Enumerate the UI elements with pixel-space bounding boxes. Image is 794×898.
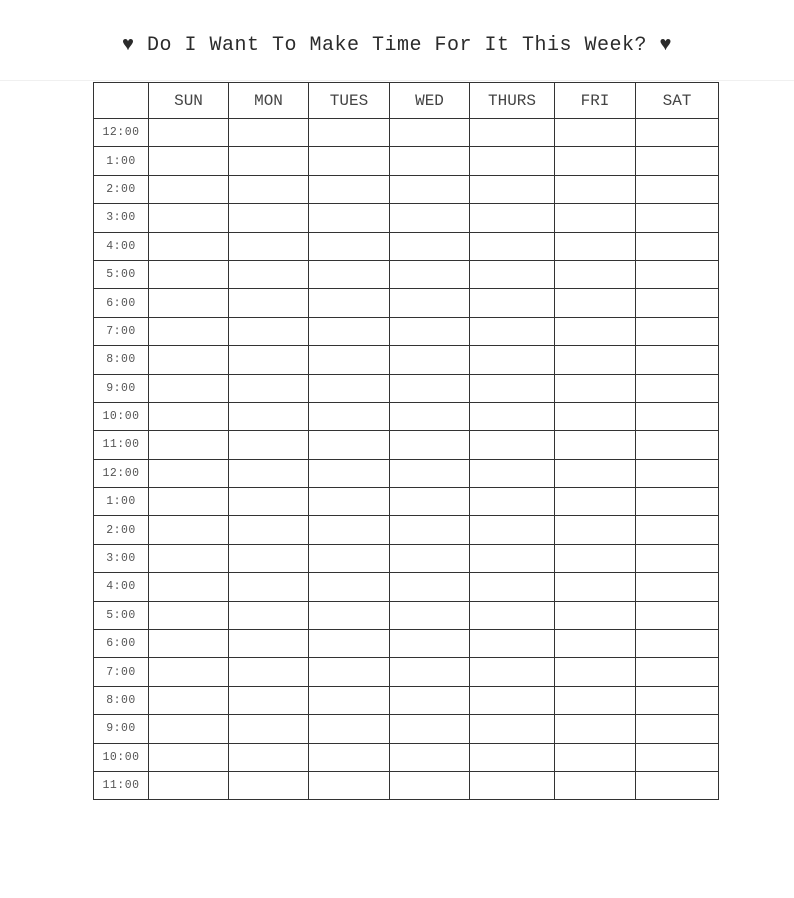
time-row (94, 658, 719, 686)
schedule-cell[interactable] (390, 431, 470, 459)
schedule-cell[interactable] (149, 573, 229, 601)
schedule-cell[interactable] (636, 516, 719, 544)
time-row (94, 431, 719, 459)
time-label: 7:00 (94, 658, 149, 686)
schedule-cell[interactable] (309, 516, 390, 544)
schedule-cell[interactable] (149, 147, 229, 175)
time-row (94, 402, 719, 430)
schedule-cell[interactable] (149, 402, 229, 430)
time-label: 1:00 (94, 147, 149, 175)
schedule-cell[interactable] (309, 260, 390, 288)
schedule-cell[interactable] (555, 317, 636, 345)
schedule-cell[interactable] (555, 459, 636, 487)
schedule-cell[interactable] (470, 686, 555, 714)
time-label: 9:00 (94, 715, 149, 743)
schedule-cell[interactable] (636, 658, 719, 686)
time-label: 7:00 (94, 317, 149, 345)
schedule-cell[interactable] (390, 175, 470, 203)
schedule-cell[interactable] (555, 488, 636, 516)
schedule-cell[interactable] (229, 488, 309, 516)
schedule-cell[interactable] (309, 346, 390, 374)
time-row (94, 346, 719, 374)
schedule-cell[interactable] (470, 431, 555, 459)
schedule-cell[interactable] (149, 459, 229, 487)
corner-cell (94, 83, 149, 119)
schedule-cell[interactable] (555, 289, 636, 317)
schedule-cell[interactable] (309, 743, 390, 771)
schedule-cell[interactable] (555, 658, 636, 686)
schedule-cell[interactable] (636, 317, 719, 345)
schedule-cell[interactable] (149, 204, 229, 232)
schedule-cell[interactable] (309, 317, 390, 345)
schedule-cell[interactable] (149, 488, 229, 516)
schedule-cell[interactable] (555, 204, 636, 232)
time-row (94, 601, 719, 629)
schedule-cell[interactable] (309, 601, 390, 629)
schedule-cell[interactable] (309, 175, 390, 203)
schedule-cell[interactable] (636, 402, 719, 430)
time-row (94, 374, 719, 402)
time-row (94, 488, 719, 516)
schedule-cell[interactable] (470, 459, 555, 487)
schedule-cell[interactable] (149, 658, 229, 686)
schedule-cell[interactable] (309, 147, 390, 175)
schedule-cell[interactable] (309, 459, 390, 487)
schedule-cell[interactable] (555, 516, 636, 544)
schedule-cell[interactable] (309, 686, 390, 714)
time-label: 8:00 (94, 346, 149, 374)
time-label: 11:00 (94, 771, 149, 799)
day-header: SUN (149, 83, 229, 119)
schedule-cell[interactable] (390, 601, 470, 629)
time-row (94, 771, 719, 799)
time-row (94, 459, 719, 487)
schedule-cell[interactable] (555, 630, 636, 658)
time-row (94, 175, 719, 203)
schedule-cell[interactable] (636, 147, 719, 175)
time-label: 10:00 (94, 743, 149, 771)
schedule-cell[interactable] (390, 374, 470, 402)
schedule-cell[interactable] (229, 374, 309, 402)
time-row (94, 289, 719, 317)
day-header: THURS (470, 83, 555, 119)
schedule-cell[interactable] (555, 232, 636, 260)
schedule-cell[interactable] (470, 232, 555, 260)
page-title: ♥ Do I Want To Make Time For It This Week? ♥ (121, 34, 673, 57)
schedule-cell[interactable] (555, 374, 636, 402)
schedule-cell[interactable] (149, 431, 229, 459)
schedule-cell[interactable] (149, 232, 229, 260)
schedule-cell[interactable] (636, 771, 719, 799)
time-label: 6:00 (94, 289, 149, 317)
schedule-cell[interactable] (636, 743, 719, 771)
schedule-cell[interactable] (636, 630, 719, 658)
schedule-cell[interactable] (390, 488, 470, 516)
time-label: 5:00 (94, 260, 149, 288)
schedule-cell[interactable] (149, 289, 229, 317)
schedule-cell[interactable] (470, 630, 555, 658)
time-row (94, 516, 719, 544)
schedule-cell[interactable] (309, 289, 390, 317)
schedule-cell[interactable] (149, 743, 229, 771)
schedule-cell[interactable] (390, 516, 470, 544)
schedule-cell[interactable] (555, 743, 636, 771)
schedule-cell[interactable] (636, 175, 719, 203)
schedule-cell[interactable] (636, 374, 719, 402)
schedule-cell[interactable] (390, 658, 470, 686)
schedule-cell[interactable] (470, 346, 555, 374)
schedule-cell[interactable] (390, 771, 470, 799)
schedule-cell[interactable] (309, 658, 390, 686)
time-row (94, 743, 719, 771)
schedule-cell[interactable] (149, 175, 229, 203)
schedule-cell[interactable] (470, 402, 555, 430)
time-row (94, 119, 719, 147)
schedule-cell[interactable] (309, 630, 390, 658)
schedule-cell[interactable] (229, 743, 309, 771)
schedule-cell[interactable] (229, 431, 309, 459)
schedule-cell[interactable] (229, 119, 309, 147)
schedule-cell[interactable] (229, 232, 309, 260)
schedule-cell[interactable] (149, 630, 229, 658)
day-header: MON (229, 83, 309, 119)
schedule-cell[interactable] (555, 431, 636, 459)
schedule-cell[interactable] (149, 715, 229, 743)
time-label: 3:00 (94, 204, 149, 232)
schedule-cell[interactable] (149, 260, 229, 288)
schedule-cell[interactable] (229, 544, 309, 572)
schedule-cell[interactable] (149, 771, 229, 799)
schedule-cell[interactable] (470, 658, 555, 686)
schedule-cell[interactable] (309, 771, 390, 799)
planner-body (94, 119, 719, 800)
time-row (94, 573, 719, 601)
schedule-cell[interactable] (229, 204, 309, 232)
schedule-cell[interactable] (555, 147, 636, 175)
schedule-cell[interactable] (149, 119, 229, 147)
time-label: 9:00 (94, 374, 149, 402)
time-label: 4:00 (94, 232, 149, 260)
weekly-planner-table (93, 82, 719, 800)
schedule-cell[interactable] (390, 147, 470, 175)
time-label: 11:00 (94, 431, 149, 459)
schedule-cell[interactable] (229, 459, 309, 487)
time-label: 1:00 (94, 488, 149, 516)
day-header: FRI (555, 83, 636, 119)
time-row (94, 686, 719, 714)
schedule-cell[interactable] (555, 346, 636, 374)
schedule-cell[interactable] (149, 601, 229, 629)
schedule-cell[interactable] (470, 544, 555, 572)
schedule-cell[interactable] (229, 260, 309, 288)
time-label: 8:00 (94, 686, 149, 714)
schedule-cell[interactable] (390, 232, 470, 260)
schedule-cell[interactable] (555, 601, 636, 629)
time-label: 2:00 (94, 175, 149, 203)
schedule-cell[interactable] (229, 147, 309, 175)
header-row (94, 83, 719, 119)
schedule-cell[interactable] (309, 204, 390, 232)
schedule-cell[interactable] (229, 658, 309, 686)
schedule-cell[interactable] (309, 402, 390, 430)
schedule-cell[interactable] (470, 175, 555, 203)
time-label: 2:00 (94, 516, 149, 544)
schedule-cell[interactable] (470, 743, 555, 771)
time-row (94, 260, 719, 288)
schedule-cell[interactable] (470, 374, 555, 402)
schedule-cell[interactable] (390, 346, 470, 374)
title-divider (0, 80, 794, 81)
schedule-cell[interactable] (470, 573, 555, 601)
time-label: 10:00 (94, 402, 149, 430)
schedule-cell[interactable] (470, 147, 555, 175)
schedule-cell[interactable] (470, 516, 555, 544)
schedule-cell[interactable] (636, 346, 719, 374)
schedule-cell[interactable] (390, 317, 470, 345)
schedule-cell[interactable] (470, 601, 555, 629)
schedule-cell[interactable] (309, 431, 390, 459)
schedule-cell[interactable] (229, 516, 309, 544)
schedule-cell[interactable] (636, 289, 719, 317)
schedule-cell[interactable] (390, 573, 470, 601)
time-label: 3:00 (94, 544, 149, 572)
schedule-cell[interactable] (390, 289, 470, 317)
time-row (94, 317, 719, 345)
schedule-cell[interactable] (555, 402, 636, 430)
time-row (94, 232, 719, 260)
schedule-cell[interactable] (636, 232, 719, 260)
schedule-cell[interactable] (470, 119, 555, 147)
schedule-cell[interactable] (636, 260, 719, 288)
schedule-cell[interactable] (229, 601, 309, 629)
schedule-cell[interactable] (309, 573, 390, 601)
schedule-cell[interactable] (636, 573, 719, 601)
time-label: 12:00 (94, 459, 149, 487)
schedule-cell[interactable] (470, 715, 555, 743)
schedule-cell[interactable] (390, 204, 470, 232)
schedule-cell[interactable] (470, 204, 555, 232)
schedule-cell[interactable] (470, 488, 555, 516)
day-header: SAT (636, 83, 719, 119)
schedule-cell[interactable] (636, 601, 719, 629)
time-label: 12:00 (94, 119, 149, 147)
schedule-cell[interactable] (470, 771, 555, 799)
schedule-cell[interactable] (555, 686, 636, 714)
schedule-cell[interactable] (229, 402, 309, 430)
schedule-cell[interactable] (149, 346, 229, 374)
schedule-cell[interactable] (229, 771, 309, 799)
schedule-cell[interactable] (555, 119, 636, 147)
schedule-cell[interactable] (229, 175, 309, 203)
schedule-cell[interactable] (229, 317, 309, 345)
schedule-cell[interactable] (390, 686, 470, 714)
schedule-cell[interactable] (229, 573, 309, 601)
schedule-cell[interactable] (149, 686, 229, 714)
day-header: WED (390, 83, 470, 119)
schedule-cell[interactable] (390, 402, 470, 430)
time-row (94, 544, 719, 572)
schedule-cell[interactable] (636, 431, 719, 459)
schedule-cell[interactable] (309, 544, 390, 572)
schedule-cell[interactable] (555, 260, 636, 288)
time-label: 5:00 (94, 601, 149, 629)
schedule-cell[interactable] (390, 260, 470, 288)
schedule-cell[interactable] (470, 260, 555, 288)
schedule-cell[interactable] (149, 516, 229, 544)
schedule-cell[interactable] (636, 488, 719, 516)
schedule-cell[interactable] (229, 715, 309, 743)
time-row (94, 204, 719, 232)
schedule-cell[interactable] (149, 544, 229, 572)
schedule-cell[interactable] (636, 204, 719, 232)
time-label: 6:00 (94, 630, 149, 658)
schedule-cell[interactable] (470, 317, 555, 345)
schedule-cell[interactable] (555, 573, 636, 601)
schedule-cell[interactable] (309, 715, 390, 743)
schedule-cell[interactable] (390, 119, 470, 147)
schedule-cell[interactable] (636, 715, 719, 743)
schedule-cell[interactable] (636, 459, 719, 487)
schedule-cell[interactable] (229, 686, 309, 714)
schedule-cell[interactable] (636, 119, 719, 147)
schedule-cell[interactable] (636, 544, 719, 572)
schedule-cell[interactable] (390, 630, 470, 658)
schedule-cell[interactable] (309, 119, 390, 147)
schedule-cell[interactable] (555, 771, 636, 799)
schedule-cell[interactable] (229, 289, 309, 317)
time-row (94, 630, 719, 658)
time-row (94, 147, 719, 175)
schedule-cell[interactable] (309, 488, 390, 516)
schedule-cell[interactable] (636, 686, 719, 714)
schedule-cell[interactable] (470, 289, 555, 317)
schedule-cell[interactable] (149, 374, 229, 402)
schedule-cell[interactable] (229, 630, 309, 658)
schedule-cell[interactable] (229, 346, 309, 374)
schedule-cell[interactable] (390, 544, 470, 572)
time-label: 4:00 (94, 573, 149, 601)
time-row (94, 715, 719, 743)
schedule-cell[interactable] (390, 743, 470, 771)
schedule-cell[interactable] (309, 232, 390, 260)
schedule-cell[interactable] (390, 715, 470, 743)
schedule-cell[interactable] (555, 175, 636, 203)
day-header: TUES (309, 83, 390, 119)
schedule-cell[interactable] (390, 459, 470, 487)
schedule-cell[interactable] (149, 317, 229, 345)
schedule-cell[interactable] (309, 374, 390, 402)
schedule-cell[interactable] (555, 715, 636, 743)
schedule-cell[interactable] (555, 544, 636, 572)
